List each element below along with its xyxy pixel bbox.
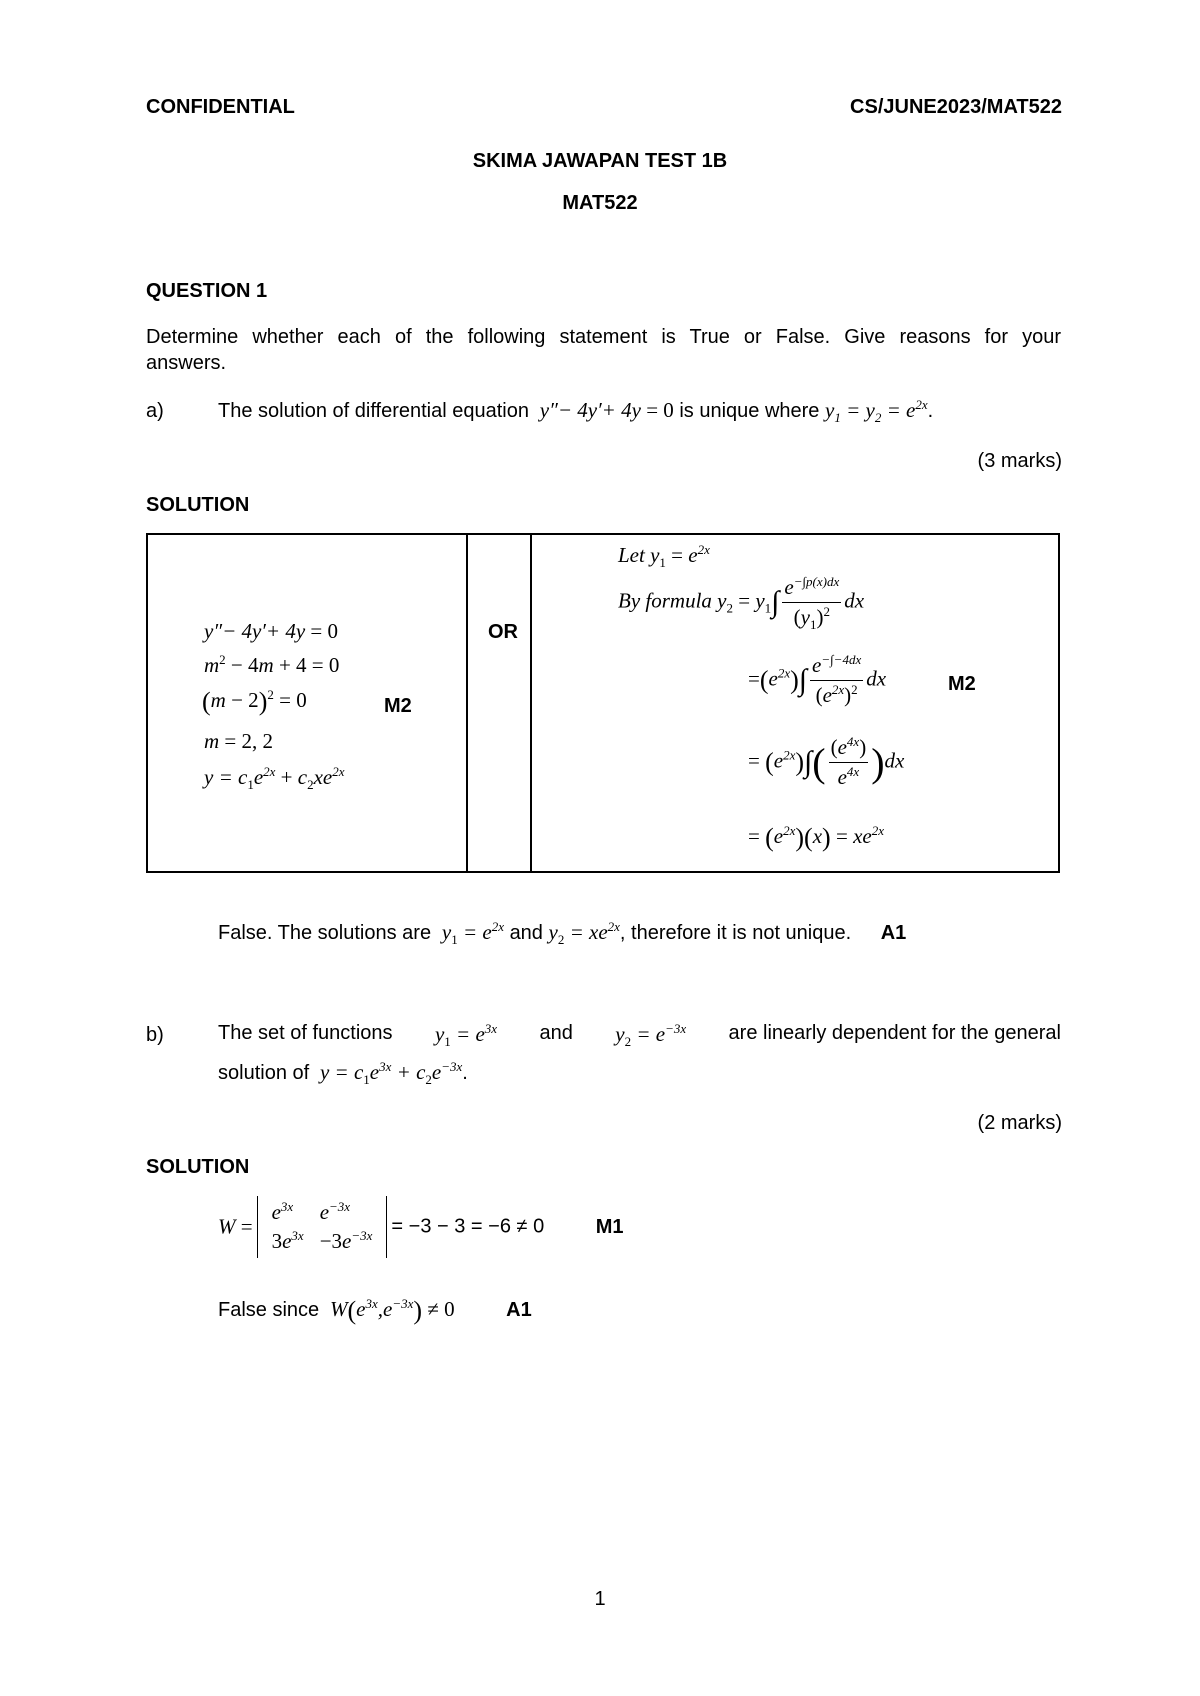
part-b-statement-line1 bbox=[218, 1021, 1061, 1050]
part-a-label: a) bbox=[146, 400, 164, 422]
wronskian-determinant: $e^{3x}$ $e^{-3x}$ $3e^{3x}$ $-3e^{-3x}$ bbox=[257, 1196, 388, 1258]
question-intro-line1: Determine whether each of the following statement is True or False. Give reasons for your bbox=[146, 326, 1061, 348]
formula-line: By formula $y_2 = y_1\int$ $\frac{e^{-\int p(x)dx}}{(y_1)^2}$ dx bbox=[618, 574, 865, 633]
document-title: SKIMA JAWAPAN TEST 1B bbox=[472, 150, 728, 172]
mark-m2-left: M2 bbox=[384, 695, 412, 717]
wronskian-line: W = $e^{3x}$ $e^{-3x}$ $3e^{3x}$ $-3e^{-3x}$ = −3 − 3 = −6 ≠ 0 M1 bbox=[218, 1196, 624, 1258]
step-result: = $(e^{2x})(x) = xe^{2x}$ bbox=[748, 822, 884, 852]
table-divider-1 bbox=[466, 535, 468, 871]
mark-m1: M1 bbox=[595, 1215, 624, 1238]
roots-line: m = 2, 2 bbox=[204, 729, 274, 753]
aux-equation: $m^2 - 4m + 4 = 0$ bbox=[204, 652, 340, 677]
part-a-statement: The solution of differential equation y″− 4y′+ 4y = 0 is unique where $y_1 = y_2 = e^{2x}$. bbox=[218, 397, 934, 426]
page-number: 1 bbox=[594, 1588, 606, 1610]
header-confidential: CONFIDENTIAL bbox=[146, 96, 295, 118]
mark-m2-right: M2 bbox=[948, 673, 976, 695]
part-b-marks: (2 marks) bbox=[977, 1112, 1062, 1134]
step-simplify: = $(e^{2x})\int$( $\frac{(e^{4x})}{e^{4x}}$ )dx bbox=[748, 734, 905, 789]
conclusion-and: and bbox=[509, 922, 543, 944]
part-b-text1: The set of functions bbox=[218, 1022, 393, 1044]
wronskian-result: = −3 − 3 = −6 ≠ 0 bbox=[391, 1215, 545, 1238]
step-substitute: $=(e^{2x})\int$ $\frac{e^{-\int-4dx}}{(e^{2x})^2}$ dx bbox=[748, 652, 887, 707]
conclusion-mark-a1: A1 bbox=[880, 922, 907, 944]
part-b-y1: $y_1 = e^{3x}$ bbox=[434, 1021, 498, 1050]
header-code: CS/JUNE2023/MAT522 bbox=[850, 96, 1062, 118]
mark-a1: A1 bbox=[506, 1298, 532, 1321]
let-line: Let $y_1 = e^{2x}$ bbox=[618, 542, 710, 571]
part-b-statement-line2: solution of $y = c_1e^{3x} + c_2e^{-3x}$. bbox=[218, 1059, 468, 1088]
part-b-label: b) bbox=[146, 1024, 164, 1046]
formula-text: By formula bbox=[618, 588, 712, 613]
general-solution: $y = c_1e^{2x} + c_2xe^{2x}$ bbox=[204, 764, 345, 793]
part-a-solution-heading: SOLUTION bbox=[146, 494, 250, 516]
false-since-text: False since bbox=[218, 1298, 320, 1321]
question-heading: QUESTION 1 bbox=[146, 280, 268, 302]
part-a-marks: (3 marks) bbox=[977, 450, 1062, 472]
part-a-claim: $y_1 = y_2 = e^{2x}$ bbox=[825, 397, 928, 426]
course-code: MAT522 bbox=[562, 192, 638, 214]
part-a-ode: y″− 4y′+ 4y = 0 bbox=[534, 398, 674, 422]
part-b-and: and bbox=[539, 1022, 573, 1044]
part-a-conclusion: False. The solutions are $y_1 = e^{2x}$ and $y_2 = xe^{2x}$, therefore it is not unique. A1 bbox=[218, 919, 907, 948]
question-intro-line2: answers. bbox=[146, 352, 227, 374]
let-text: Let bbox=[618, 543, 645, 567]
solution-table bbox=[146, 533, 1060, 873]
part-a-text-mid: is unique where bbox=[679, 400, 820, 422]
part-b-solution-heading: SOLUTION bbox=[146, 1156, 250, 1178]
conclusion-text-before: False. The solutions are bbox=[218, 922, 432, 944]
conclusion-text-after: , therefore it is not unique. bbox=[619, 922, 852, 944]
part-b-text3: solution of bbox=[218, 1062, 310, 1084]
table-divider-2 bbox=[530, 535, 532, 871]
part-b-y2: $y_2 = e^{-3x}$ bbox=[615, 1021, 687, 1050]
part-b-conclusion: False since $W(e^{3x},e^{-3x}) \ne 0$ A1 bbox=[218, 1295, 532, 1325]
or-label: OR bbox=[488, 621, 518, 643]
part-b-text2: are linearly dependent for the general bbox=[728, 1022, 1061, 1044]
part-a-text-before: The solution of differential equation bbox=[218, 400, 529, 422]
factored-equation: $(m - 2)^2 = 0$ bbox=[202, 686, 307, 716]
ode-line: y″− 4y′+ 4y = 0 bbox=[204, 619, 338, 643]
